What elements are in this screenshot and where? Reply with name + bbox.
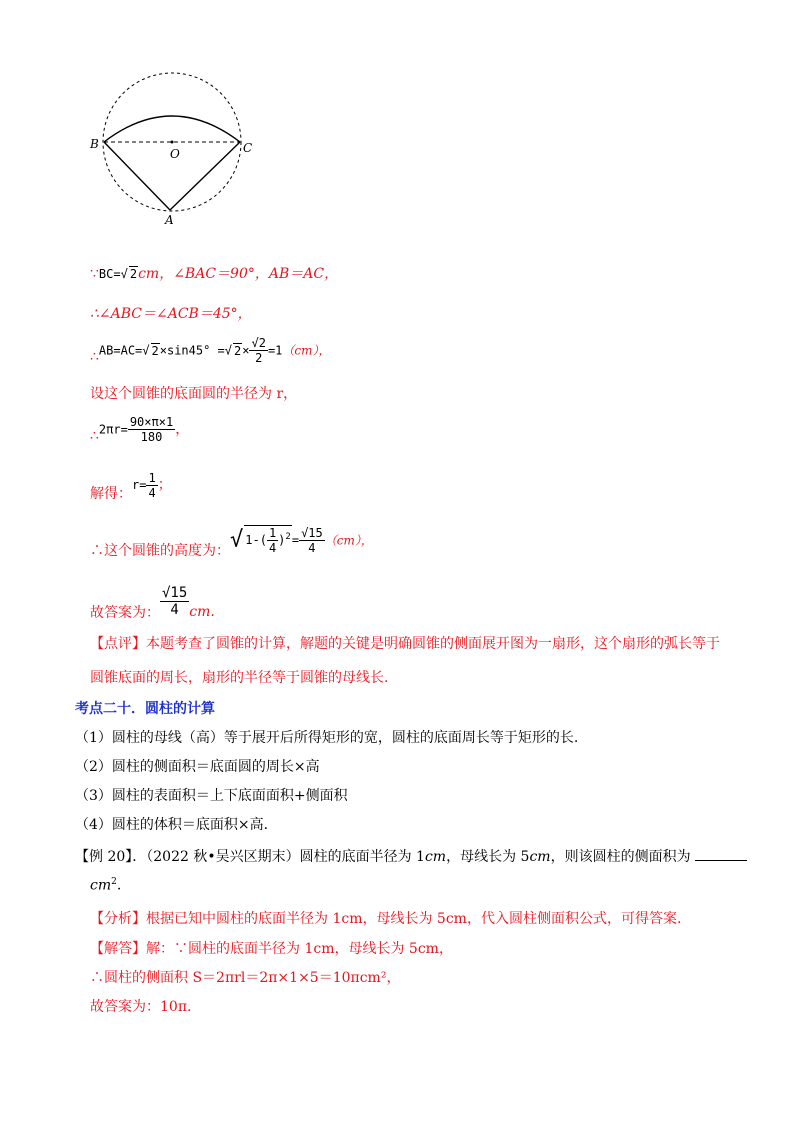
comment-line-2: 圆锥底面的周长，扇形的半径等于圆锥的母线长. (90, 670, 389, 686)
section-item-4: （4）圆柱的体积＝底面积×高. (75, 817, 269, 833)
label-b: B (90, 137, 99, 151)
example-answer: 【解答】解：∵圆柱的底面半径为 1cm，母线长为 5cm， (90, 941, 453, 957)
solution-line-2: ∴∠ABC＝∠ACB＝45°， (90, 306, 252, 322)
solution-line-3: ∴AB=AC=√ 2×sin45° =√ 2× $\frac{√2}{2}$ =1（cm）， (90, 336, 331, 365)
answer-blank[interactable] (695, 848, 747, 861)
example-question: 【例 20】．（2022 秋•吴兴区期末）圆柱的底面半径为 1cm，母线长为 5cm，则该圆柱的侧面积为 (75, 846, 747, 866)
solution-line-5: ∴2πr= $\frac{90\times\pi\times 1}{180}$ ， (90, 415, 190, 444)
line-ba (104, 142, 170, 210)
arc-bc (104, 116, 240, 142)
label-a: A (165, 213, 174, 227)
example-answer-2: ∴圆柱的侧面积 S＝2πrl＝2π×1×5＝10πcm²， (90, 970, 401, 986)
solution-line-1: ∵BC=√ 2cm，∠BAC＝90°，AB＝AC， (90, 266, 339, 282)
example-analysis: 【分析】根据已知中圆柱的底面半径为 1cm，母线长为 5cm，代入圆柱侧面积公式，可得答案. (90, 911, 682, 927)
comment-line-1: 【点评】本题考查了圆锥的计算，解题的关键是明确圆锥的侧面展开图为一扇形，这个扇形的弧长等于 (90, 636, 720, 652)
solution-line-6: 解得：r= $\frac{1}{4}$ ； (90, 470, 172, 502)
section-item-1: （1）圆柱的母线（高）等于展开后所得矩形的宽，圆柱的底面周长等于矩形的长. (75, 730, 579, 746)
center-dot (171, 141, 174, 144)
example-unit: $cm^2$. (90, 877, 122, 894)
label-c: C (243, 141, 253, 155)
solution-line-8: 故答案为： $\frac{√15}{4}$ cm. (90, 584, 215, 621)
example-answer-3: 故答案为：10π. (90, 999, 192, 1015)
line-ca (170, 142, 240, 210)
section-item-3: （3）圆柱的表面积＝上下底面面积+侧面积 (75, 788, 348, 804)
solution-line-4: 设这个圆锥的底面圆的半径为 r， (90, 386, 298, 402)
label-o: O (170, 147, 180, 161)
section-title: 考点二十．圆柱的计算 (75, 701, 215, 717)
section-item-2: （2）圆柱的侧面积＝底面圆的周长×高 (75, 759, 320, 775)
circle-cone-figure (80, 60, 260, 235)
solution-line-7: ∴这个圆锥的高度为：√ 1-( $\frac{1}{4}$ )$^2$= $\frac{√15}{4}$ （cm）， (90, 525, 373, 559)
